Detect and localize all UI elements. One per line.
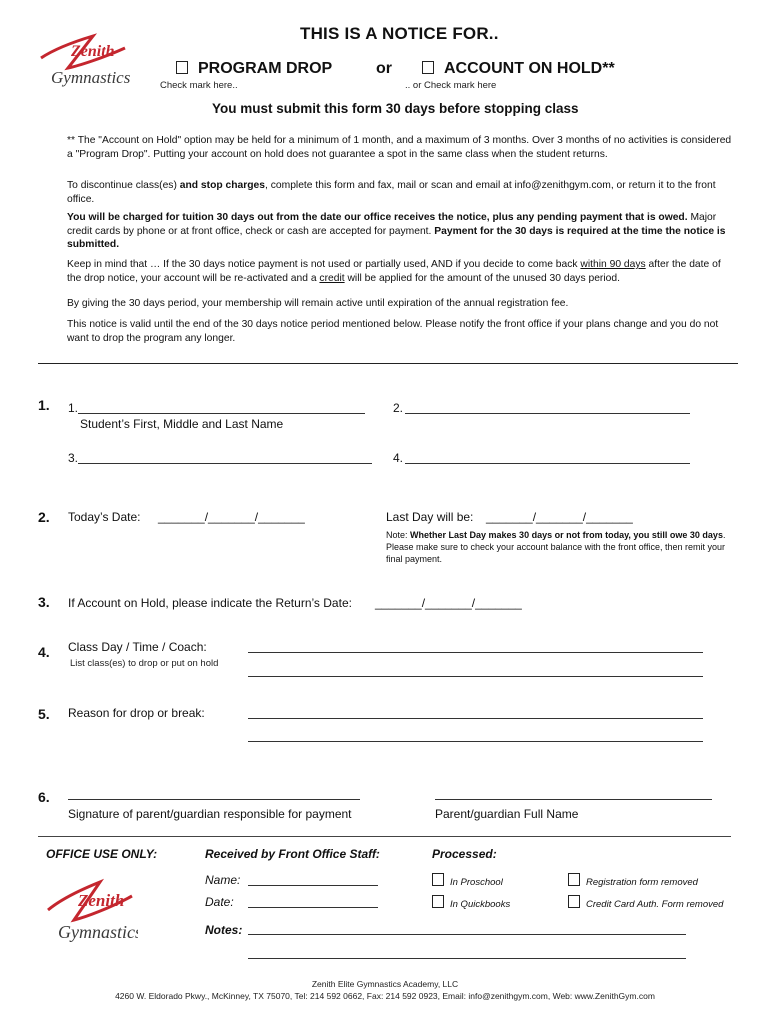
last-day-field[interactable]: _______/_______/_______ (486, 510, 633, 524)
cc-auth-removed-option[interactable]: Credit Card Auth. Form removed (568, 895, 723, 910)
intro-membership: By giving the 30 days period, your membership will remain active until expiration of the annual registration fee. (67, 298, 569, 309)
received-by-label: Received by Front Office Staff: (205, 847, 380, 861)
processed-label: Processed: (432, 847, 497, 861)
cc-auth-removed-checkbox[interactable] (568, 895, 580, 908)
registration-removed-option[interactable]: Registration form removed (568, 873, 698, 888)
class-info-line-1[interactable] (248, 652, 703, 653)
name-field-1-label: 1. (68, 401, 79, 415)
last-day-label: Last Day will be: (386, 510, 474, 524)
zenith-logo-bottom (38, 872, 138, 954)
in-proschool-option[interactable]: In Proschool (432, 873, 503, 888)
zenith-logo (33, 28, 133, 98)
guardian-name-field[interactable] (435, 799, 712, 800)
reason-line-2[interactable] (248, 741, 703, 742)
todays-date-field[interactable]: _______/_______/_______ (158, 510, 305, 524)
office-use-title: OFFICE USE ONLY: (46, 847, 158, 861)
divider-top (38, 363, 738, 364)
logo-bottom-text-1: Zenith (78, 891, 125, 910)
section-5-number: 5. (38, 706, 50, 722)
class-info-label: Class Day / Time / Coach: (68, 640, 207, 654)
name-field-2[interactable] (405, 413, 690, 414)
reason-label: Reason for drop or break: (68, 706, 205, 720)
staff-name-field[interactable] (248, 885, 378, 886)
program-drop-option[interactable]: PROGRAM DROP (176, 60, 332, 78)
hold-hint: .. or Check mark here (405, 80, 497, 91)
name-field-2-label: 2. (393, 401, 404, 415)
in-proschool-checkbox[interactable] (432, 873, 444, 886)
in-quickbooks-checkbox[interactable] (432, 895, 444, 908)
footer-contact: 4260 W. Eldorado Pkwy., McKinney, TX 75070, Tel: 214 592 0662, Fax: 214 592 0923, Email: info@zenithgym.com, Web: www.ZenithGym.com (115, 991, 655, 1001)
logo-text-1: Zenith (71, 43, 115, 60)
section-4-number: 4. (38, 644, 50, 660)
account-hold-option[interactable]: ACCOUNT ON HOLD** (422, 60, 615, 78)
divider-office (38, 836, 731, 837)
program-drop-checkbox[interactable] (176, 61, 188, 74)
notes-line-2[interactable] (248, 958, 686, 959)
class-info-line-2[interactable] (248, 676, 703, 677)
notes-label: Notes: (205, 923, 243, 937)
student-name-label: Student’s First, Middle and Last Name (80, 417, 284, 431)
staff-name-label: Name: (205, 873, 241, 887)
registration-removed-checkbox[interactable] (568, 873, 580, 886)
form-subtitle: You must submit this form 30 days before stopping class (212, 101, 579, 116)
footer-company: Zenith Elite Gymnastics Academy, LLC (311, 979, 459, 989)
return-date-label: If Account on Hold, please indicate the Return’s Date: (68, 596, 352, 610)
intro-charges: You will be charged for tuition 30 days out from the date our office receives the notice, plus any pending payment that is owed. Major credit cards by phone or at front office, check or cash are accepted for payment. Payment for the 30 days is required at the time the notice is submitted. (67, 212, 726, 250)
drop-hint: Check mark here.. (160, 80, 238, 91)
reason-line-1[interactable] (248, 718, 703, 719)
section-6-number: 6. (38, 789, 50, 805)
signature-label: Signature of parent/guardian responsible for payment (68, 807, 352, 821)
todays-date-label: Today’s Date: (68, 510, 141, 524)
logo-text-2: Gymnastics (51, 68, 131, 87)
class-info-hint: List class(es) to drop or put on hold (70, 658, 219, 669)
name-field-1[interactable] (78, 413, 365, 414)
account-hold-checkbox[interactable] (422, 61, 434, 74)
intro-validity: This notice is valid until the end of the 30 days notice period mentioned below. Please notify the front office if your plans change and you do not want to drop the program any longer. (67, 319, 719, 344)
or-label: or (376, 60, 392, 77)
section-1-number: 1. (38, 397, 50, 413)
intro-credit: Keep in mind that … If the 30 days notice payment is not used or partially used, AND if you decide to come back within 90 days after the date of the drop notice, your account will be re-activated and a credit will be applied for the amount of the unused 30 days period. (67, 259, 721, 284)
intro-discontinue: To discontinue class(es) and stop charges, complete this form and fax, mail or scan and email at info@zenithgym.com, or return it to the front office. (67, 180, 716, 205)
logo-bottom-text-2: Gymnastics (58, 922, 138, 942)
intro-hold-policy: ** The "Account on Hold" option may be held for a minimum of 1 month, and a maximum of 3 months. Over 3 months of no activities is considered a "Program Drop". Putting your account on hold does not guarantee a spot in the same class when the student returns. (67, 135, 732, 160)
staff-date-label: Date: (205, 895, 234, 909)
staff-date-field[interactable] (248, 907, 378, 908)
section-2-number: 2. (38, 509, 50, 525)
return-date-field[interactable]: _______/_______/_______ (375, 596, 522, 610)
in-quickbooks-option[interactable]: In Quickbooks (432, 895, 510, 910)
signature-field[interactable] (68, 799, 360, 800)
notes-line-1[interactable] (248, 934, 686, 935)
guardian-name-label: Parent/guardian Full Name (435, 807, 579, 821)
name-field-4-label: 4. (393, 451, 404, 465)
form-title: THIS IS A NOTICE FOR.. (300, 24, 499, 43)
name-field-4[interactable] (405, 463, 690, 464)
name-field-3[interactable] (78, 463, 372, 464)
section-3-number: 3. (38, 594, 50, 610)
last-day-note: Note: Whether Last Day makes 30 days or not from today, you still owe 30 days. Please make sure to check your account balance with the front office, then remit your final payment. (386, 530, 726, 564)
name-field-3-label: 3. (68, 451, 79, 465)
